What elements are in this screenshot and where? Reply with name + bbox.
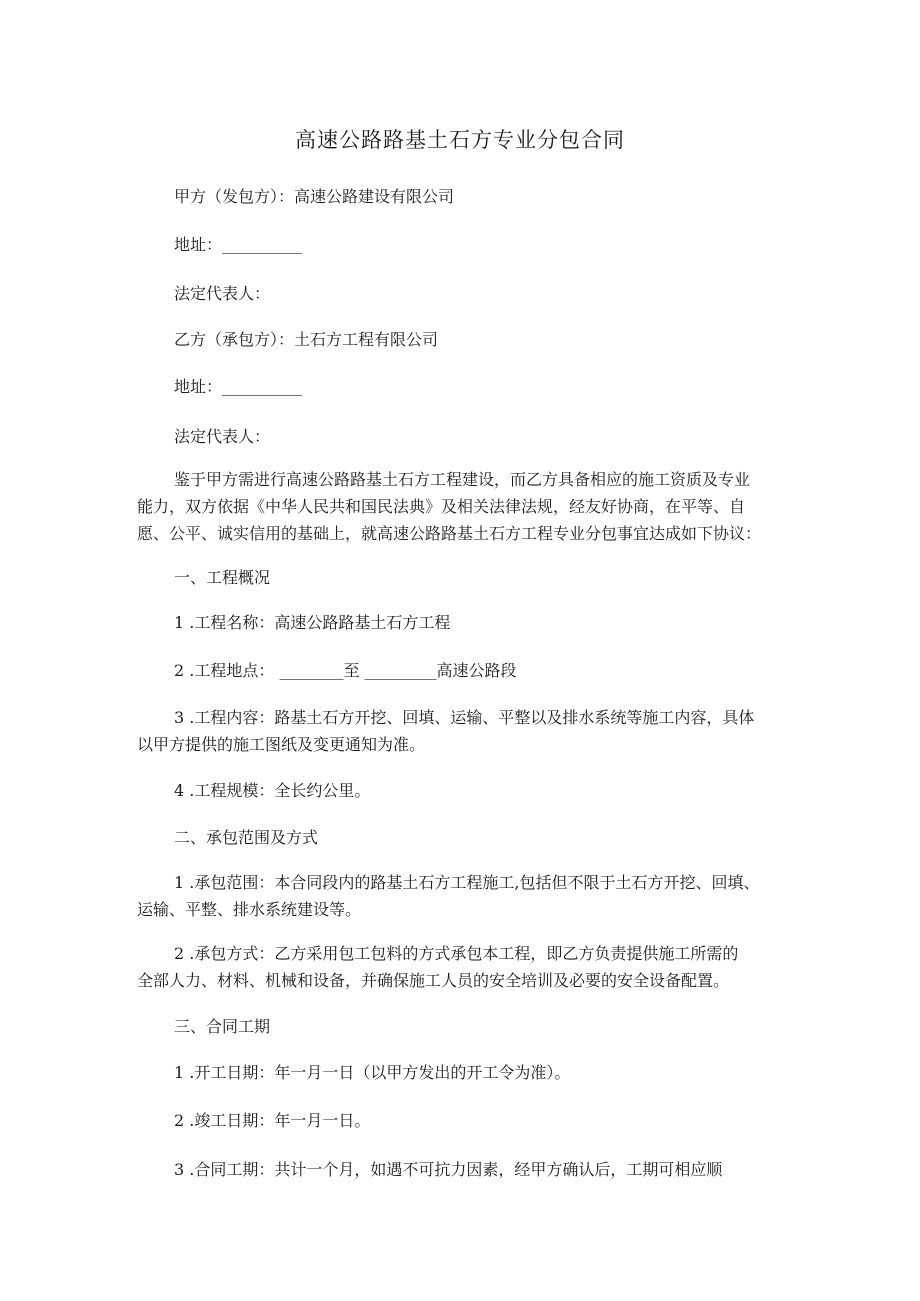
section-3-item-2: 2 .竣工日期：年一月一日。 [174, 1111, 371, 1130]
section-2-item-2 [137, 940, 797, 994]
party-a-address: 地址：__________ [174, 235, 303, 254]
section-3-item-3: 3 .合同工期：共计一个月，如遇不可抗力因素，经甲方确认后，工期可相应顺 [174, 1160, 723, 1179]
section-1-item-3-line: 3 .工程内容：路基土石方开挖、回填、运输、平整以及排水系统等施工内容，具体 [174, 708, 755, 727]
preamble-paragraph [137, 466, 797, 547]
document-title: 高速公路路基土石方专业分包合同 [295, 128, 625, 152]
section-1-item-2: 2 .工程地点： ________至 _________高速公路段 [174, 661, 517, 680]
party-b-line: 乙方（承包方）：土石方工程有限公司 [174, 330, 439, 349]
party-a-representative: 法定代表人： [174, 284, 271, 303]
section-2-item-1-line: 运输、平整、排水系统建设等。 [137, 900, 362, 919]
section-2-item-2-line: 全部人力、材料、机械和设备，并确保施工人员的安全培训及必要的安全设备配置。 [137, 971, 730, 990]
preamble-line: 鉴于甲方需进行高速公路路基土石方工程建设，而乙方具备相应的施工资质及专业 [174, 470, 751, 489]
section-2-heading: 二、承包范围及方式 [174, 828, 319, 847]
section-2-item-2-line: 2 .承包方式：乙方采用包工包料的方式承包本工程，即乙方负责提供施工所需的 [174, 944, 739, 963]
party-b-address: 地址：__________ [174, 377, 303, 396]
section-1-heading: 一、工程概况 [174, 568, 271, 587]
section-2-item-1 [137, 869, 797, 923]
section-1-item-3-line: 以甲方提供的施工图纸及变更通知为准。 [137, 735, 426, 754]
preamble-line: 愿、公平、诚实信用的基础上，就高速公路路基土石方工程专业分包事宜达成如下协议： [137, 524, 762, 543]
section-1-item-3 [137, 704, 797, 758]
party-a-line: 甲方（发包方）：高速公路建设有限公司 [174, 187, 455, 206]
party-b-representative: 法定代表人： [174, 427, 271, 446]
section-3-item-1: 1 .开工日期：年一月一日（以甲方发出的开工令为准）。 [174, 1063, 571, 1082]
section-2-item-1-line: 1 .承包范围：本合同段内的路基土石方工程施工,包括但不限于土石方开挖、回填、 [174, 873, 760, 892]
section-1-item-1: 1 .工程名称：高速公路路基土石方工程 [174, 613, 451, 632]
preamble-line: 能力，双方依据《中华人民共和国民法典》及相关法律法规，经友好协商，在平等、自 [137, 497, 746, 516]
section-3-heading: 三、合同工期 [174, 1017, 271, 1036]
section-1-item-4: 4 .工程规模：全长约公里。 [174, 781, 371, 800]
